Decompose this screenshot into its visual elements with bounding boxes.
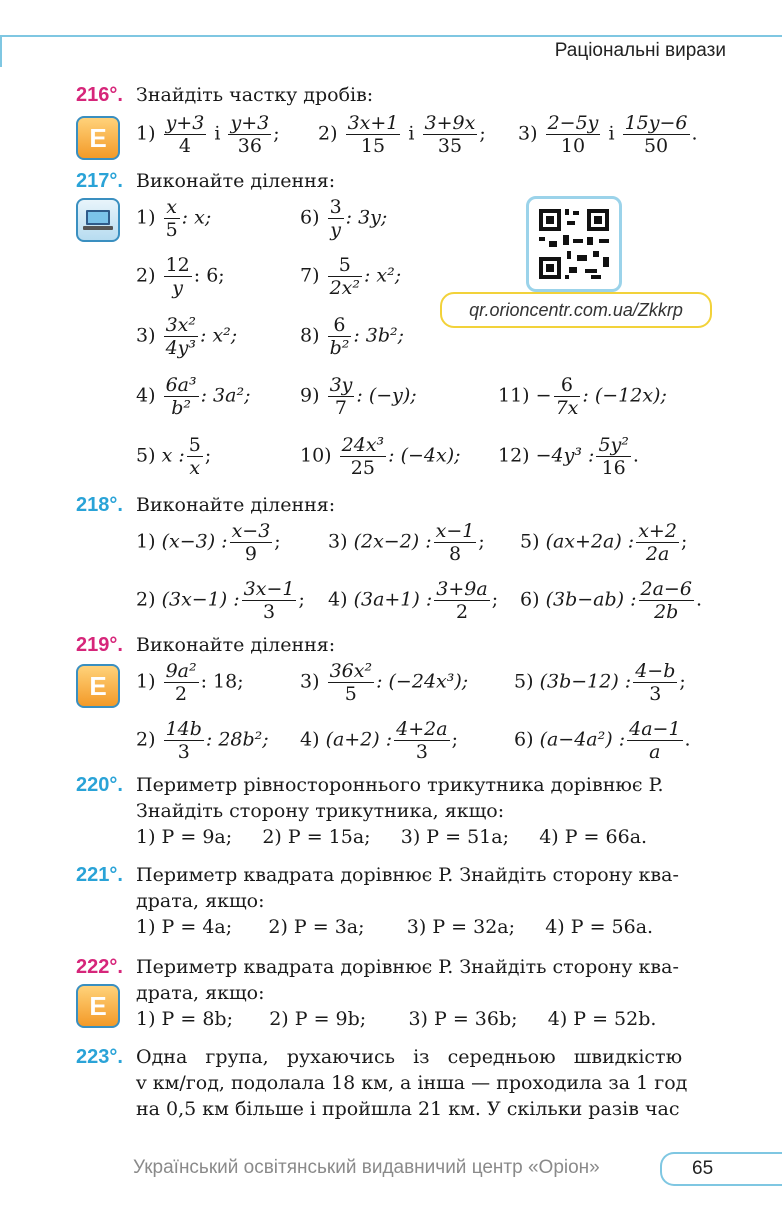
computer-icon <box>76 198 120 242</box>
expr-217-1: 1) $\frac{x}{5}$ : x; <box>136 196 212 241</box>
problem-number-218: 218°. <box>76 494 123 516</box>
expr-217-6: 6) $\frac{3}{y}$ : 3y; <box>300 196 388 241</box>
expr-217-10: 10) $\frac{\text{24x³}}{25}$ : (−4x); <box>300 434 461 479</box>
expr-219-6: 6) (a−4a²) : $\frac{4a-1}{a}$ . <box>514 718 691 763</box>
problem-text-223-line1: Одна група, рухаючись із середньою швидкістю <box>136 1046 683 1068</box>
expr-219-2: 2) $\frac{14b}{3}$ : 28b²; <box>136 718 269 763</box>
e-badge-icon: E <box>76 984 120 1028</box>
problem-number-221: 221°. <box>76 864 123 886</box>
problem-text-222-line2: драта, якщо: <box>136 982 265 1004</box>
problem-text-216: Знайдіть частку дробів: <box>136 84 374 106</box>
expr-217-11: 11) − $\frac{6}{7x}$ : (−12x); <box>498 374 667 419</box>
problem-text-223-line2: v км/год, подолала 18 км, а інша — проходила за 1 год <box>136 1072 688 1094</box>
expr-219-5: 5) (3b−12) : $\frac{4-b}{3}$ ; <box>514 660 686 705</box>
problem-text-223-line3: на 0,5 км більше і пройшла 21 км. У скільки разів час <box>136 1098 680 1120</box>
problem-number-220: 220°. <box>76 774 123 796</box>
problem-text-222-line1: Периметр квадрата дорівнює P. Знайдіть сторону ква- <box>136 956 679 978</box>
footer-publisher: Український освітянський видавничий центр «Оріон» <box>133 1157 600 1178</box>
page-number: 65 <box>660 1152 782 1186</box>
expr-217-8: 8) $\frac{6}{\text{b²}}$ : 3b²; <box>300 314 405 359</box>
qr-link[interactable]: qr.orioncentr.com.ua/Zkkrp <box>440 292 712 328</box>
expr-219-4: 4) (a+2) : $\frac{4+2a}{3}$ ; <box>300 718 459 763</box>
problem-number-219: 219°. <box>76 634 123 656</box>
expr-217-2: 2) $\frac{12}{y}$ : 6; <box>136 254 225 299</box>
expr-217-7: 7) $\frac{5}{\text{2x²}}$ : x²; <box>300 254 402 299</box>
expr-219-3: 3) $\frac{\text{36x²}}{5}$ : (−24x³); <box>300 660 469 705</box>
expr-216-2: 2) $\frac{3x+1}{15}$ і $\frac{3+9x}{35}$ ; <box>318 112 486 157</box>
e-badge-icon: E <box>76 664 120 708</box>
header-rule <box>0 35 782 37</box>
problem-text-220-line2: Знайдіть сторону трикутника, якщо: <box>136 800 505 822</box>
expr-217-3: 3) $\frac{\text{3x²}}{\text{4y³}}$ : x²; <box>136 314 238 359</box>
expr-218-1: 1) (x−3) : $\frac{x-3}{9}$ ; <box>136 520 281 565</box>
expr-218-3: 3) (2x−2) : $\frac{x-1}{8}$ ; <box>328 520 485 565</box>
page-header-title: Раціональні вирази <box>554 40 726 61</box>
expr-216-3: 3) $\frac{2-5y}{10}$ і $\frac{15y-6}{50}$ . <box>518 112 698 157</box>
expr-217-9: 9) $\frac{3y}{7}$ : (−y); <box>300 374 417 419</box>
problem-number-217: 217°. <box>76 170 123 192</box>
expr-218-2: 2) (3x−1) : $\frac{3x-1}{3}$ ; <box>136 578 305 623</box>
problem-text-221-line2: драта, якщо: <box>136 890 265 912</box>
problem-number-216: 216°. <box>76 84 123 106</box>
expr-218-4: 4) (3a+1) : $\frac{3+9a}{2}$ ; <box>328 578 499 623</box>
problem-text-220-line1: Периметр рівностороннього трикутника дорівнює P. <box>136 774 664 796</box>
problem-text-222-line3: 1) P = 8b; 2) P = 9b; 3) P = 36b; 4) P = 52b. <box>136 1008 657 1030</box>
expr-217-5: 5) x : $\frac{5}{x}$ ; <box>136 434 212 479</box>
expr-218-5: 5) (ax+2a) : $\frac{x+2}{2a}$ ; <box>520 520 688 565</box>
expr-217-4: 4) $\frac{\text{6a³}}{\text{b²}}$ : 3a²; <box>136 374 251 419</box>
problem-number-222: 222°. <box>76 956 123 978</box>
expr-217-12: 12) −4y³ : $\frac{\text{5y²}}{16}$ . <box>498 434 639 479</box>
e-badge-icon: E <box>76 116 120 160</box>
problem-text-221-line3: 1) P = 4a; 2) P = 3a; 3) P = 32a; 4) P = 56a. <box>136 916 654 938</box>
problem-number-223: 223°. <box>76 1046 123 1068</box>
problem-text-220-line3: 1) P = 9a; 2) P = 15a; 3) P = 51a; 4) P = 66a. <box>136 826 648 848</box>
problem-text-219: Виконайте ділення: <box>136 634 336 656</box>
header-left-bar <box>0 35 2 67</box>
problem-text-217: Виконайте ділення: <box>136 170 336 192</box>
expr-218-6: 6) (3b−ab) : $\frac{2a-6}{2b}$ . <box>520 578 702 623</box>
expr-219-1: 1) $\frac{\text{9a²}}{2}$ : 18; <box>136 660 244 705</box>
qr-code-icon <box>526 196 622 292</box>
problem-text-218: Виконайте ділення: <box>136 494 336 516</box>
problem-text-221-line1: Периметр квадрата дорівнює P. Знайдіть сторону ква- <box>136 864 679 886</box>
expr-216-1: 1) $\frac{y+3}{4}$ і $\frac{y+3}{36}$ ; <box>136 112 280 157</box>
